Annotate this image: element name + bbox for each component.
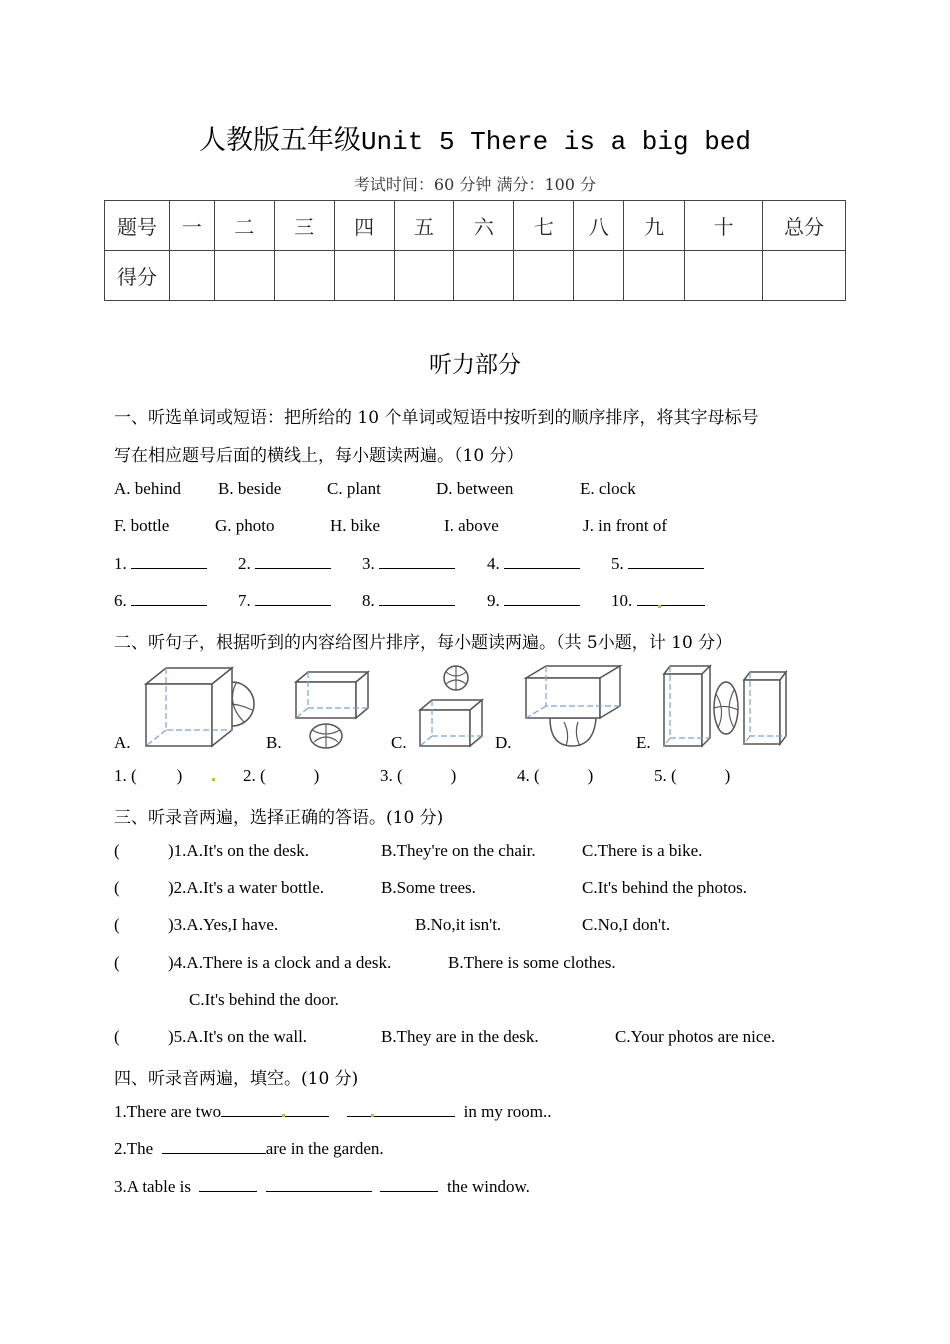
q1-option-b[interactable]: B.They're on the chair. xyxy=(381,841,536,860)
fill-blank[interactable] xyxy=(221,1102,329,1117)
blank-num: 4. xyxy=(487,554,500,573)
part3-instruction: 三、听录音两遍，选择正确的答语。(10 分) xyxy=(114,808,444,828)
q5-paren[interactable] xyxy=(114,1027,120,1047)
score-label: 得分 xyxy=(105,251,170,301)
option-c: C. plant xyxy=(327,479,381,498)
picture-label-a: A. xyxy=(114,733,131,752)
score-cell[interactable] xyxy=(514,251,574,301)
answer-blank-3[interactable] xyxy=(362,554,455,574)
picture-e-ball-between-boxes xyxy=(662,662,790,750)
q5-num: )5. xyxy=(168,1027,187,1046)
part1-instruction-2: 写在相应题号后面的横线上，每小题读两遍。（10 分） xyxy=(114,446,524,466)
q4-num: )4. xyxy=(168,953,187,972)
section-title: 听力部分 xyxy=(429,352,521,378)
picture-answer-1[interactable] xyxy=(114,766,182,786)
header-cell: 题号 xyxy=(105,201,170,251)
q5-option-b[interactable]: B.They are in the desk. xyxy=(381,1027,539,1046)
header-cell: 总分 xyxy=(763,201,846,251)
part2-instruction: 二、听句子，根据听到的内容给图片排序，每小题读两遍。（共 5小题，计 10 分） xyxy=(114,633,733,653)
picture-answer-5[interactable] xyxy=(654,766,730,786)
blank-num: 3. xyxy=(362,554,375,573)
open-paren: ( xyxy=(114,878,120,897)
q3-option-b[interactable]: B.No,it isn't. xyxy=(415,915,502,934)
q1-option-a[interactable] xyxy=(168,841,309,861)
option-a: A. behind xyxy=(114,479,182,498)
q3-num: )3. xyxy=(168,915,187,934)
option-j: J. in front of xyxy=(583,516,668,535)
close-paren: ) xyxy=(587,766,594,785)
answer-open: 2. ( xyxy=(243,766,266,785)
picture-answer-2[interactable] xyxy=(243,766,319,786)
score-cell[interactable] xyxy=(169,251,214,301)
blank-num: 8. xyxy=(362,591,375,610)
fill-sentence-1 xyxy=(114,1102,551,1122)
answer-blank-5[interactable] xyxy=(611,554,704,574)
part1-instruction-1: 一、听选单词或短语：把所给的 10 个单词或短语中按听到的顺序排序，将其字母标号 xyxy=(114,408,759,428)
header-cell: 一 xyxy=(169,201,214,251)
q3-option-c[interactable]: C.No,I don't. xyxy=(582,915,671,934)
mark-dot xyxy=(282,1114,285,1117)
option-f: F. bottle xyxy=(114,516,170,535)
answer-blank-6[interactable] xyxy=(114,591,207,611)
answer-blank-4[interactable] xyxy=(487,554,580,574)
s3-end: the window. xyxy=(446,1177,530,1196)
s2-start: 2.The xyxy=(114,1139,154,1158)
q2-option-b[interactable]: B.Some trees. xyxy=(381,878,476,897)
header-cell: 七 xyxy=(514,201,574,251)
answer-blank-10[interactable] xyxy=(611,591,705,611)
q4-option-b[interactable]: B.There is some clothes. xyxy=(448,953,616,972)
fill-blank[interactable] xyxy=(199,1177,257,1192)
blank-num: 6. xyxy=(114,591,127,610)
option-d: D. between xyxy=(436,479,514,498)
fill-sentence-3 xyxy=(114,1177,530,1197)
header-cell: 四 xyxy=(334,201,394,251)
score-cell[interactable] xyxy=(274,251,334,301)
picture-label-b: B. xyxy=(266,733,282,752)
part4-instruction: 四、听录音两遍，填空。(10 分) xyxy=(114,1069,359,1089)
header-cell: 九 xyxy=(624,201,685,251)
q4-a: A.There is a clock and a desk. xyxy=(186,953,392,972)
answer-open: 3. ( xyxy=(380,766,403,785)
header-cell: 五 xyxy=(394,201,454,251)
s1-end: in my room.. xyxy=(463,1102,552,1121)
q3-a: A.Yes,I have. xyxy=(186,915,279,934)
q3-option-a[interactable] xyxy=(168,915,278,935)
fill-blank[interactable] xyxy=(162,1139,266,1154)
q4-paren[interactable] xyxy=(114,953,120,973)
fill-blank[interactable] xyxy=(266,1177,372,1192)
picture-answer-4[interactable] xyxy=(517,766,593,786)
q2-option-a[interactable] xyxy=(168,878,324,898)
q1-num: )1. xyxy=(168,841,187,860)
picture-a-ball-beside-box xyxy=(140,664,258,750)
title-cn: 人教版五年级 xyxy=(198,125,361,156)
picture-c-ball-above-box xyxy=(416,664,488,750)
option-b: B. beside xyxy=(218,479,282,498)
blank-num: 2. xyxy=(238,554,251,573)
q2-num: )2. xyxy=(168,878,187,897)
q4-option-c[interactable]: C.It's behind the door. xyxy=(189,990,339,1009)
close-paren: ) xyxy=(313,766,320,785)
score-row xyxy=(105,251,846,301)
score-cell[interactable] xyxy=(394,251,454,301)
score-cell[interactable] xyxy=(624,251,685,301)
score-cell[interactable] xyxy=(763,251,846,301)
q2-a: A.It's a water bottle. xyxy=(186,878,325,897)
mark-dot xyxy=(212,778,215,781)
mark-dot xyxy=(658,605,661,608)
q1-paren[interactable] xyxy=(114,841,120,861)
header-cell: 三 xyxy=(274,201,334,251)
page-title xyxy=(0,118,950,157)
option-e: E. clock xyxy=(580,479,636,498)
answer-blank-9[interactable] xyxy=(487,591,580,611)
score-header-row xyxy=(105,201,846,251)
answer-blank-2[interactable] xyxy=(238,554,331,574)
q4-option-a[interactable] xyxy=(168,953,391,973)
answer-open: 4. ( xyxy=(517,766,540,785)
q5-option-a[interactable] xyxy=(168,1027,307,1047)
title-en: Unit 5 There is a big bed xyxy=(360,127,752,157)
close-paren: ) xyxy=(450,766,457,785)
answer-blank-7[interactable] xyxy=(238,591,331,611)
q1-option-c[interactable]: C.There is a bike. xyxy=(582,841,703,860)
header-cell: 八 xyxy=(574,201,624,251)
open-paren: ( xyxy=(114,953,120,972)
fill-blank[interactable] xyxy=(347,1102,455,1117)
score-cell[interactable] xyxy=(685,251,763,301)
picture-b-ball-under-box xyxy=(292,668,372,750)
open-paren: ( xyxy=(114,915,120,934)
q3-paren[interactable] xyxy=(114,915,120,935)
picture-d-ball-behind-box xyxy=(522,662,624,748)
score-cell[interactable] xyxy=(214,251,274,301)
blank-num: 7. xyxy=(238,591,251,610)
exam-info: 考试时间：60 分钟 满分：100 分 xyxy=(353,175,597,194)
answer-blank-1[interactable] xyxy=(114,554,207,574)
picture-label-d: D. xyxy=(495,733,512,752)
blank-num: 1. xyxy=(114,554,127,573)
fill-sentence-2 xyxy=(114,1139,384,1159)
score-cell[interactable] xyxy=(454,251,514,301)
option-g: G. photo xyxy=(215,516,275,535)
s3-start: 3.A table is xyxy=(114,1177,191,1196)
blank-num: 9. xyxy=(487,591,500,610)
close-paren: ) xyxy=(724,766,731,785)
score-cell[interactable] xyxy=(574,251,624,301)
s1-start: 1.There are two xyxy=(114,1102,222,1121)
picture-answer-3[interactable] xyxy=(380,766,456,786)
option-i: I. above xyxy=(444,516,499,535)
score-table xyxy=(104,200,846,301)
q2-paren[interactable] xyxy=(114,878,120,898)
blank-num: 10. xyxy=(611,591,633,610)
answer-blank-8[interactable] xyxy=(362,591,455,611)
q2-option-c[interactable]: C.It's behind the photos. xyxy=(582,878,748,897)
picture-label-e: E. xyxy=(636,733,651,752)
fill-blank[interactable] xyxy=(380,1177,438,1192)
open-paren: ( xyxy=(114,1027,120,1046)
q1-a: A.It's on the desk. xyxy=(186,841,309,860)
picture-label-c: C. xyxy=(391,733,407,752)
header-cell: 二 xyxy=(214,201,274,251)
answer-open: 5. ( xyxy=(654,766,677,785)
open-paren: ( xyxy=(114,841,120,860)
answer-open: 1. ( xyxy=(114,766,137,785)
header-cell: 十 xyxy=(685,201,763,251)
close-paren: ) xyxy=(176,766,183,785)
header-cell: 六 xyxy=(454,201,514,251)
mark-dot xyxy=(371,1114,374,1117)
score-cell[interactable] xyxy=(334,251,394,301)
option-h: H. bike xyxy=(330,516,381,535)
s2-end: are in the garden. xyxy=(265,1139,384,1158)
q5-a: A.It's on the wall. xyxy=(186,1027,308,1046)
q5-option-c[interactable]: C.Your photos are nice. xyxy=(615,1027,776,1046)
blank-num: 5. xyxy=(611,554,624,573)
